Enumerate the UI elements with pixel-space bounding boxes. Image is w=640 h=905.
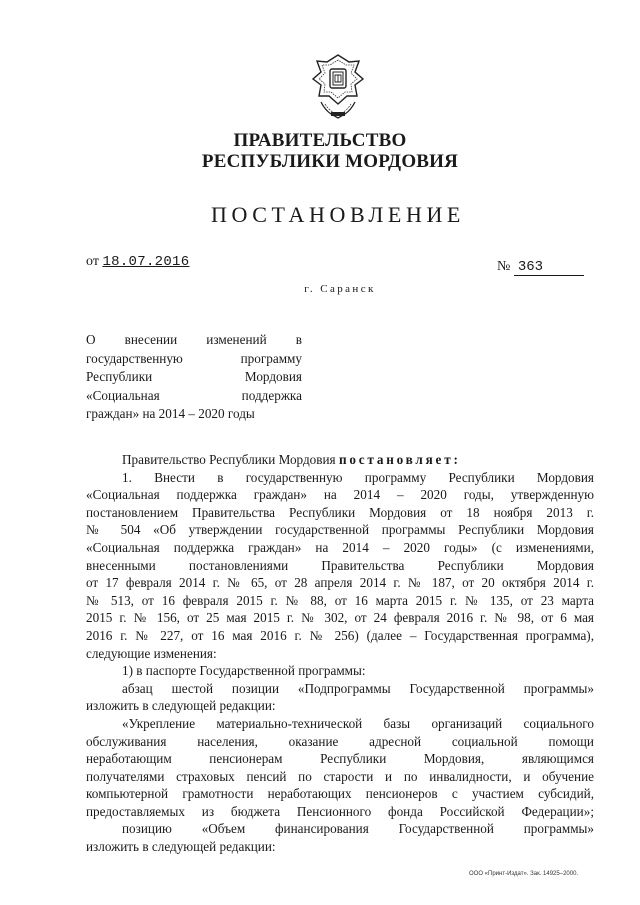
body-line: абзац шестой позиции «Подпрограммы Государственной программы» xyxy=(122,680,594,696)
body-line: постановлением Правительства Республики Мордовия от 18 ноября 2013 г. xyxy=(86,504,594,520)
date-field xyxy=(86,254,189,270)
body-line: от 17 февраля 2014 г. № 65, от 28 апреля 2014 г. № 187, от 20 октября 2014 г. xyxy=(86,575,594,591)
intro-verb: постановляет: xyxy=(338,452,461,467)
body-line: позицию «Объем финансирования Государственной программы» xyxy=(122,821,594,837)
body-line: обслуживания населения, оказание адресной социальной помощи xyxy=(86,733,594,749)
subject-line: граждан» на 2014 – 2020 годы xyxy=(86,406,255,421)
body-line: № 504 «Об утверждении государственной программы Республики Мордовия xyxy=(86,522,594,538)
subject-block xyxy=(86,331,302,424)
body-line: № 513, от 16 февраля 2015 г. № 88, от 16 марта 2015 г. № 135, от 23 марта xyxy=(86,592,594,608)
body-line: неработающим пенсионерам Республики Мордовия, являющимся xyxy=(86,751,594,767)
printer-footnote: ООО «Принт-Издат». Зак. 14925–2000. xyxy=(469,871,579,877)
body-line: 2015 г. № 156, от 25 мая 2015 г. № 302, от 24 февраля 2016 г. № 98, от 6 мая xyxy=(86,610,594,626)
body-text xyxy=(86,451,594,856)
number-field xyxy=(497,259,584,276)
city-line: г. Саранск xyxy=(304,283,376,295)
body-line: получателями страховых пенсий по старости и по инвалидности, и обучение xyxy=(86,768,594,784)
intro-paragraph xyxy=(86,451,594,469)
date-prefix: от xyxy=(86,254,99,269)
coat-of-arms-emblem xyxy=(307,52,369,124)
date-value: 18.07.2016 xyxy=(102,254,190,270)
body-line: предоставляемых из бюджета Пенсионного фонда Российской Федерации»; xyxy=(86,803,594,819)
government-title-line1: ПРАВИТЕЛЬСТВО xyxy=(233,130,407,151)
body-line: следующие изменения: xyxy=(86,645,217,661)
body-line: 1. Внести в государственную программу Республики Мордовия xyxy=(122,469,594,485)
body-line: изложить в следующей редакции: xyxy=(86,698,276,714)
subject-line: О внесении изменений в xyxy=(86,332,302,347)
body-line: «Укрепление материально-технической базы организаций социального xyxy=(122,715,594,731)
subject-line: Республики Мордовия xyxy=(86,369,302,384)
body-line: «Социальная поддержка граждан» на 2014 – 2020 годы, утвержденную xyxy=(86,487,594,503)
body-line: компьютерной грамотности неработающих пенсионеров с участием субсидий, xyxy=(86,786,594,802)
body-line: изложить в следующей редакции: xyxy=(86,839,276,855)
number-value: 363 xyxy=(514,259,584,276)
subject-line: государственную программу xyxy=(86,350,302,366)
body-line: «Социальная поддержка граждан» на 2014 – 2020 годы» (с изменениями, xyxy=(86,539,594,555)
subject-line: «Социальная поддержка xyxy=(86,387,302,403)
government-title-line2: РЕСПУБЛИКИ МОРДОВИЯ xyxy=(201,151,459,172)
body-line: внесенными постановлениями Правительства Республики Мордовия xyxy=(86,557,594,573)
body-line: 2016 г. № 227, от 16 мая 2016 г. № 256) (далее – Государственная программа), xyxy=(86,627,594,643)
intro-text: Правительство Республики Мордовия xyxy=(122,452,336,467)
body-line: 1) в паспорте Государственной программы: xyxy=(122,663,366,679)
document-type-title: ПОСТАНОВЛЕНИЕ xyxy=(211,202,465,227)
number-prefix: № xyxy=(497,259,511,274)
